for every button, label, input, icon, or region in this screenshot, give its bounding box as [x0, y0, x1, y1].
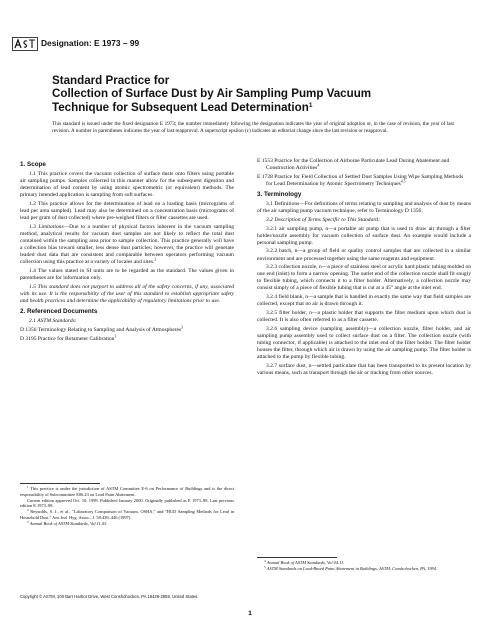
left-column — [20, 158, 234, 344]
section-heading-scope: 1. Scope — [20, 161, 46, 168]
footnote-5: $^5$ ASTM Standards on Lead-Based Paint Abatement in Buildings, ASTM, Conshohocken, PA, 1994. — [264, 565, 438, 572]
paragraph-3-2-3: 3.2.3 collection nozzle, n—a piece of stainless steel or acrylic hard plastic tubing molded on one end (inlet) to form a narrow opening. The outlet end of the collection nozzle shall fit snugly to flexible tubing, which connects it to a filter holder. Alternatively, a collection nozzle may consist simply of a piece of flexible tubing that is cut at a 45° angle at the inlet end. — [257, 264, 471, 292]
paragraph-3-2-1: 3.2.1 air sampling pump, n—a portable air pump that is used to draw air through a filter holder/nozzle assembly for vacuum collection of surface dust. An example would include a personal sampling pump. — [257, 225, 471, 246]
footnote-4: $^4$ Annual Book of ASTM Standards, Vol 04.11. — [264, 559, 345, 565]
designation: Designation: E 1973 – 99 — [41, 38, 140, 48]
page-number: 1 — [248, 610, 252, 617]
footnote-1-edition: Current edition approved Oct. 10, 1999. Published January 2000. Originally published as E 1973–98. Last previous edition E 1973–98. — [20, 497, 234, 509]
paragraph-1-5: 1.5 This standard does not purport to address all of the safety concerns, if any, associated with its use. It is the responsibility of the user of this standard to establish appropriate safety and health practices and determine the applicability of regulatory limitations prior to use. — [20, 283, 234, 305]
reference-e1553: E 1553 Practice for the Collection of Airborne Particulate Lead During Abatement and Construction Activities$^4$ — [257, 158, 450, 172]
title-line-1: Standard Practice for — [52, 74, 170, 87]
footnotes-right — [257, 560, 471, 572]
paragraph-3-1: 3.1 Definitions—For definitions of terms relating to sampling and analysis of dust by means of the air sampling pump vacuum technique, refer to Terminology D 1356. — [257, 201, 471, 215]
footnote-1: $^1$ This practice is under the jurisdiction of ASTM Committee E-6 on Performance of Buildings and is the direct responsibility of Subcommittee E06.23 on Lead Paint Abatement. — [20, 485, 234, 497]
document-title — [52, 75, 472, 115]
paragraph-2-1: 2.1 ASTM Standards: — [29, 318, 77, 325]
paragraph-3-2-4: 3.2.4 field blank, n—a sample that is handled in exactly the same way that field samples are collected, except that no air is drawn through it. — [257, 294, 471, 308]
copyright-notice: Copyright © ASTM, 100 Barr Harbor Drive, West Conshohocken, PA 19428-2959, United States. — [20, 594, 199, 599]
section-heading-terminology: 3. Terminology — [257, 190, 302, 198]
section-heading-referenced-documents: 2. Referenced Documents — [20, 308, 98, 316]
paragraph-3-2-7: 3.2.7 surface dust, n—settled particulate that has been transported to its present location by various means, such as transport through the air or tracking from other sources. — [257, 362, 471, 376]
footnotes-left — [20, 486, 234, 527]
footnote-rule-left — [20, 483, 100, 484]
reference-d3195: D 3195 Practice for Rotameter Calibration$^3$ — [20, 334, 117, 342]
title-line-2: Collection of Surface Dust by Air Sampling Pump Vacuum — [52, 86, 372, 100]
footnote-2: $^2$ Reynolds, S. J., et al., "Laboratory Comparison of Vacuum, OSHA," and "HUD Sampling Methods for Lead in Household Dust." Am. Ind. Hyg. Assoc., J. 58:439–446 (1997). — [20, 508, 234, 520]
footnote-rule-right — [257, 557, 337, 558]
reference-e1728: E 1728 Practice for Field Collection of Settled Dust Samples Using Wipe Sampling Methods for Lead Determination by Atomic Spectrometry Techniques$^{4,5}$ — [257, 173, 464, 187]
paragraph-1-4: 1.4 The values stated in SI units are to be regarded as the standard. The values given in parentheses are for information only. — [20, 268, 234, 282]
paragraph-1-3: 1.3 Limitations—Due to a number of physical factors inherent in the vacuum sampling method, analytical results for vacuum dust samples are not likely to reflect the total dust contained within the sampling area prior to sample collection. This practice generally will have a collection bias toward smaller, less dense dust particles; however, the practice will generate leaded dust data that are consistent and comparable between operators performing vacuum collection using this practice at a variety of locales and sites.$^2$ — [20, 223, 234, 266]
issuance-note: This standard is issued under the fixed designation E 1973; the number immediately following the designation indicates the year of original adoption or, in the case of revision, the year of last revision. A number in parentheses indicates the year of last reapproval. A superscript epsilon (ε) indicates an editorial change since the last revision or reapproval. — [52, 121, 454, 135]
right-column — [257, 158, 471, 379]
title-line-3: Technique for Subsequent Lead Determination$^1$ — [52, 101, 313, 114]
paragraph-1-2: 1.2 This practice allows for the determination of lead on a loading basis (micrograms of lead per area sampled). Lead may also be determined on a concentration basis (micrograms of lead per gram of dust collected) where pre-weighed filters or filter cassettes are used. — [20, 201, 234, 222]
paragraph-3-2-5: 3.2.5 filter holder, n—a plastic holder that supports the filter medium upon which dust is collected. It is also often referred to as a filter cassette. — [257, 309, 471, 324]
paragraph-3-2: 3.2 Description of Terms Specific to This Standard: — [266, 216, 380, 223]
reference-d1356: D 1356 Terminology Relating to Sampling and Analysis of Atmospheres$^3$ — [20, 325, 184, 333]
paragraph-3-2-6: 3.2.6 sampling device (sampling assembly)—a collection nozzle, filter holder, and air sampling pump assembly used to collect surface dust on a filter. The collection nozzle (with tubing connector, if applicable) is attached to the inlet end of the filter holder. The filter holder houses the filter, through which air is drawn by using the air sampling pump. The filter holder is attached to the pump by flexible tubing. — [257, 325, 471, 361]
astm-logo-icon — [12, 37, 38, 51]
paragraph-1-1: 1.1 This practice covers the vacuum collection of surface dusts onto filters using portable air sampling pumps. Samples collected in this manner allow for the subsequent digestion and determination of lead content by using atomic spectrometric (or equivalent) methods. The primary intended application is sampling from soft surfaces. — [20, 171, 234, 199]
footnote-3: $^3$ Annual Book of ASTM Standards, Vol 11.03. — [27, 520, 108, 527]
paragraph-3-2-2: 3.2.2 batch, n—a group of field or quality control samples that are collected in a similar environment and are processed together using the same reagents and equipment. — [257, 248, 471, 262]
